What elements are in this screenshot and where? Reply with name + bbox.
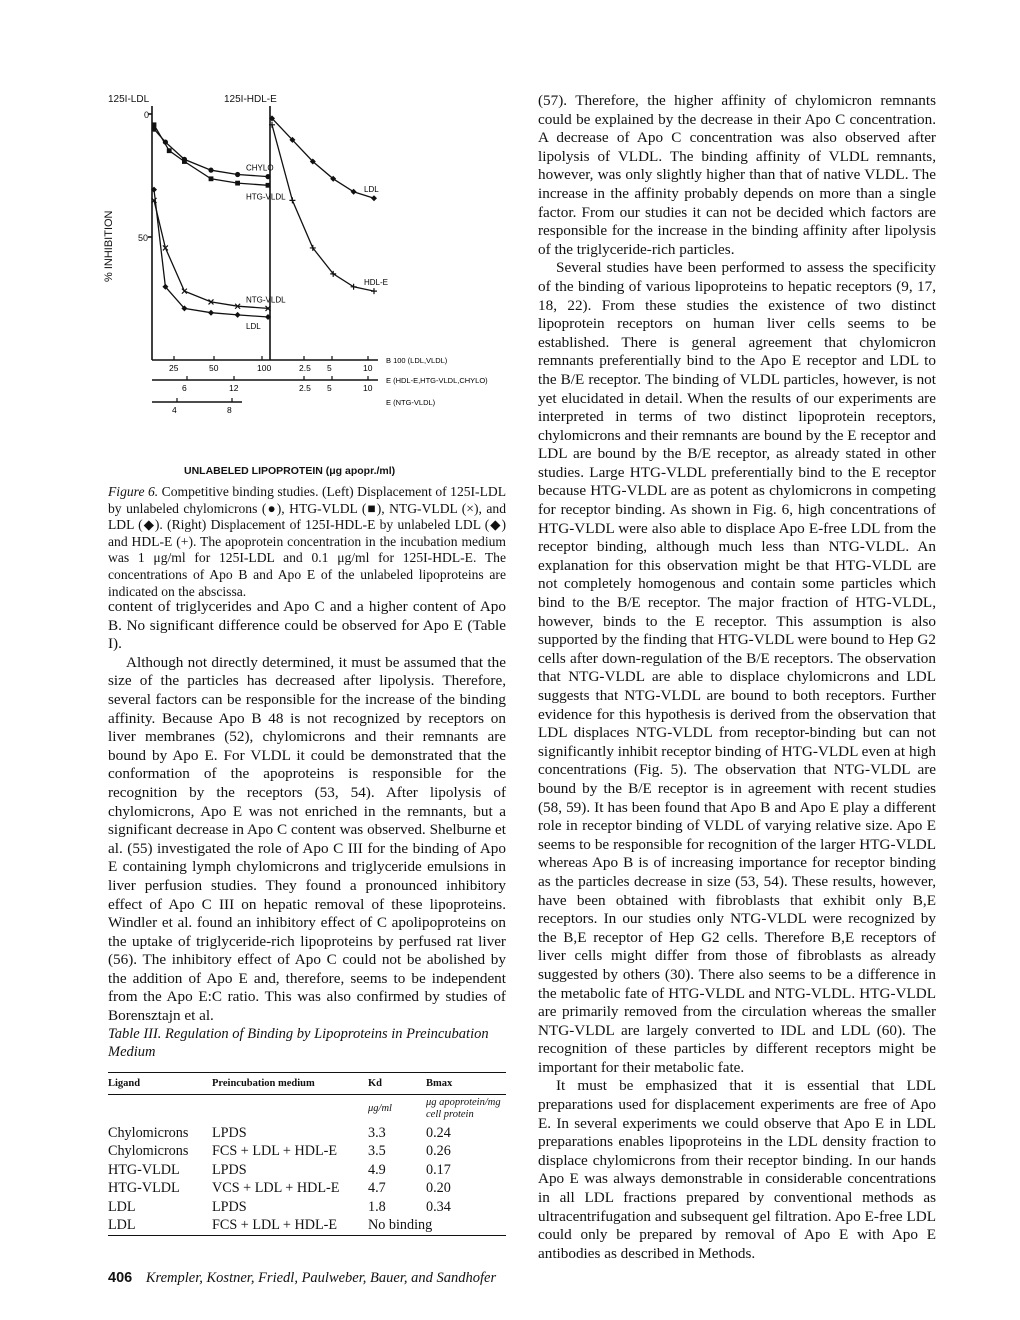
cell: LDL xyxy=(108,1198,136,1215)
cell: FCS + LDL + HDL-E xyxy=(212,1217,338,1233)
table-row xyxy=(108,1180,506,1199)
x-tick-label: 2.5 xyxy=(299,383,311,393)
cell: LPDS xyxy=(212,1161,247,1178)
paragraph: Several studies have been performed to assess the specificity of the binding of various lipoproteins to hepatic receptors (9, 17, 18, 22). From these studies the existence of two distinct lipoprotein receptors on human liver cells seems to be established. There is general agreement that chylomicron remnants preferentially bind to the Apo E receptor and LDL to the B/E receptor. The binding of VLDL particles, however, is not yet elucidated in detail. When the results of our experiments are interpreted in terms of two distinct lipoprotein receptors, chylomicrons and their remnants are bound by the E receptor and LDL are bound by the B/E receptor, as already stated in other studies. Large HTG-VLDL preferentially bind to the E receptor because HTG-VLDL are as potent as chylomicrons in competing for receptor binding. As shown in Fig. 6, high concentrations of HTG-VLDL were also able to displace Apo E-free LDL from the receptor binding, although much less than NTG-VLDL. An explanation for this observation might be that HTG-VLDL are not completely homogenous and contain some particles which bind to the B/E receptor. The major fraction of HTG-VLDL, however, binds to the E receptor. This assumption is also supported by the finding that HTG-VLDL were bound to Hep G2 cells after down-regulation of the B/E receptors. The observation that NTG-VLDL are able to displace chylomicrons and LDL suggests that NTG-VLDL are bound to both receptors. Further evidence for this hypothesis is derived from the observation that LDL displaces NTG-VLDL from receptor-binding but can not significantly inhibit receptor binding of HTG-VLDL even at high concentrations (Fig. 5). The observation that NTG-VLDL are bound by the B/E receptor is in agreement with recent studies (58, 59). It has been found that Apo B and Apo E play a different role in receptor binding of VLDL of varying relative size. Apo E seems to be responsible for recognition of the larger HTG-VLDL whereas Apo B is of increasing importance for receptor binding as the particles decrease in size (53, 54). These results, however, have been obtained with fibroblasts that exhibit only B,E receptors. In our studies only NTG-VLDL were recognized by the B,E receptor of Hep G2 cells. Therefore B,E receptors of liver cells might differ from those of fibroblasts as already suggested by others (30). There also seems to be a difference in the metabolic fate of HTG-VLDL and NTG-VLDL. HTG-VLDL are primarily removed from the circulation whereas the smaller NTG-VLDL are largely converted to IDL and LDL (60). The recognition of these particles by different receptors might be important for their metabolic fate. xyxy=(538,259,936,1076)
left-panel-title: 125I-LDL xyxy=(108,94,150,105)
series-line-hdl-e xyxy=(272,125,374,291)
cell: No binding xyxy=(368,1217,433,1233)
cell: LPDS xyxy=(212,1198,247,1215)
data-point-htg-vldl xyxy=(235,181,240,186)
column-header: Kd xyxy=(368,1078,383,1089)
x-tick-label: 10 xyxy=(363,383,373,393)
paragraph: It must be emphasized that it is essential that LDL preparations used for displacement experiments are free of Apo E. In several experiments we could observe that Apo E in LDL preparations enables lipoproteins in the LDL density fraction to displace chylomicrons from their receptor binding. In our hands Apo E was always demonstrable in considerable concentrations in all LDL fractions prepared by conventional methods as ultracentrifugation and subsequent gel filtration. Apo E-free LDL could only be prepared by removal of Apo E with Apo E antibodies as described in Methods. xyxy=(538,1077,936,1262)
cell: 4.9 xyxy=(368,1161,386,1178)
cell: 0.34 xyxy=(426,1198,451,1215)
x-tick-label: 5 xyxy=(327,363,332,373)
units-cell: μg apoprotein/mg cell protein xyxy=(426,1097,501,1120)
x-tick-label: 25 xyxy=(169,363,179,373)
data-point-ldl xyxy=(351,189,357,195)
y-tick-label: 50 xyxy=(138,233,149,243)
abscissa-row-label: B 100 (LDL,VLDL) xyxy=(386,356,448,365)
y-tick-label: 0 xyxy=(144,110,150,120)
cell: FCS + LDL + HDL-E xyxy=(212,1143,338,1159)
series-label-ldl: LDL xyxy=(364,185,379,195)
table-title: Table III. Regulation of Binding by Lipoproteins in Preincubation Medium xyxy=(108,1026,489,1060)
y-axis-label: % INHIBITION xyxy=(103,210,115,282)
units-cell: μg/ml xyxy=(368,1103,392,1114)
page-number: 406 xyxy=(108,1270,133,1286)
cell: LPDS xyxy=(212,1124,247,1141)
paragraph: (57). Therefore, the higher affinity of chylomicron remnants could be explained by the decrease in their Apo C concentration. A decrease of Apo C concentration was also observed after lipolysis of VLDL. The binding affinity of VLDL remnants, however, was only slightly higher than that of native VLDL. The increase in the affinity probably depends on more than a single factor. From our studies it can not be decided which factors are responsible for the increase in the binding affinity after lipolysis of the triglyceride-rich particles. xyxy=(538,92,936,258)
data-point-ldl xyxy=(208,310,214,316)
data-point-htg-vldl xyxy=(182,159,187,164)
series-label-ldl: LDL xyxy=(246,322,261,332)
data-point-hdl-e xyxy=(289,197,295,203)
x-tick-label: 6 xyxy=(182,383,187,393)
cell: 4.7 xyxy=(368,1180,386,1196)
x-tick-label: 4 xyxy=(172,405,177,415)
data-point-chylo xyxy=(208,168,213,173)
x-tick-label: 10 xyxy=(363,363,373,373)
cell: 3.5 xyxy=(368,1143,386,1159)
x-tick-label: 2.5 xyxy=(299,363,311,373)
column-header: Preincubation medium xyxy=(212,1078,315,1089)
data-point-htg-vldl xyxy=(266,183,271,188)
abscissa-row-label: E (NTG-VLDL) xyxy=(386,398,436,407)
x-tick-label: 8 xyxy=(227,405,232,415)
table-row xyxy=(108,1124,506,1143)
cell: 0.17 xyxy=(426,1161,451,1178)
table-row xyxy=(108,1143,506,1162)
x-tick-label: 5 xyxy=(327,383,332,393)
cell: 0.24 xyxy=(426,1124,451,1141)
caption-label: Figure 6. xyxy=(108,484,159,499)
table-iii xyxy=(108,1072,506,1236)
footer-authors: Krempler, Kostner, Friedl, Paulweber, Bauer, and Sandhofer xyxy=(145,1270,497,1286)
x-axis-label: UNLABELED LIPOPROTEIN (μg apopr./ml) xyxy=(184,465,396,477)
cell: Chylomicrons xyxy=(108,1143,189,1159)
series-label-chylo: CHYLO xyxy=(246,163,274,173)
series-label-htg-vldl: HTG-VLDL xyxy=(246,192,286,202)
data-point-chylo xyxy=(235,172,240,177)
left-column xyxy=(108,598,506,1026)
series-label-ntg-vldl: NTG-VLDL xyxy=(246,295,286,305)
series-line-ldl xyxy=(272,118,374,198)
right-column xyxy=(538,92,936,1263)
caption-text: Competitive binding studies. (Left) Displacement of 125I-LDL by unlabeled chylomicrons (●), HTG-VLDL (■), NTG-VLDL (×), and LDL (◆). (Right) Displacement of 125I-HDL-E by unlabeled LDL (◆) and HDL-E (+). The apoprotein concentration in the incubation medium was 1 μg/ml for 125I-LDL and 0.1 μg/ml for 125I-HDL-E. The concentrations of Apo B and Apo E of the unlabeled lipoproteins are indicated on the abscissa. xyxy=(108,484,507,599)
cell: 0.26 xyxy=(426,1143,451,1159)
cell: HTG-VLDL xyxy=(108,1161,180,1178)
x-tick-label: 12 xyxy=(229,383,239,393)
series-line-htg-vldl xyxy=(154,125,268,186)
figure-caption xyxy=(108,484,506,600)
cell: Chylomicrons xyxy=(108,1124,189,1141)
cell: LDL xyxy=(108,1217,136,1233)
page-footer xyxy=(108,1270,496,1287)
paragraph: Although not directly determined, it must be assumed that the size of the particles has decreased after lipolysis. Therefore, several factors can be responsible for the increase of the binding affinity. Because Apo B 48 is not recognized by receptors on liver membranes (52), chylomicrons and their remnants are bound by Apo E. For VLDL it could be demonstrated that the conformation of the apoproteins is responsible for the recognition by the receptors (53, 54). After lipolysis of chylomicrons, Apo E was not enriched in the remnants, but a significant decrease in Apo C content was observed. Shelburne et al. (55) investigated the role of Apo C III for the binding of Apo E containing lymph chylomicrons and triglyceride emulsions in liver perfusion studies. They found a pronounced inhibitory effect of Apo C III on hepatic removal of these lipoproteins. Windler et al. found an inhibitory effect of C apolipoproteins on the uptake of triglyceride-rich lipoproteins by perfused rat liver (56). The inhibitory effect of Apo C could not be abolished by the addition of Apo E and, therefore, seems to be independent from the Apo E:C ratio. This was also confirmed by studies of Borensztajn et al. xyxy=(108,653,506,1025)
data-point-htg-vldl xyxy=(152,122,157,127)
right-panel-title: 125I-HDL-E xyxy=(224,94,277,105)
series-label-hdl-e: HDL-E xyxy=(364,278,389,288)
x-tick-label: 50 xyxy=(209,363,219,373)
data-point-htg-vldl xyxy=(209,176,214,181)
column-header: Ligand xyxy=(108,1078,141,1089)
data-point-chylo xyxy=(265,174,270,179)
series-line-ntg-vldl xyxy=(154,200,268,308)
column-header: Bmax xyxy=(426,1078,453,1089)
cell: HTG-VLDL xyxy=(108,1180,180,1196)
data-point-ldl xyxy=(235,312,241,318)
data-point-ldl xyxy=(371,195,377,201)
figure-6-chart xyxy=(82,82,522,480)
table-row xyxy=(108,1198,506,1217)
cell: 0.20 xyxy=(426,1180,451,1196)
paragraph: content of triglycerides and Apo C and a higher content of Apo B. No significant difference could be observed for Apo E (Table I). xyxy=(108,598,506,653)
cell: 1.8 xyxy=(368,1198,386,1215)
data-point-htg-vldl xyxy=(167,148,172,153)
table-row xyxy=(108,1161,506,1180)
table-row xyxy=(108,1217,506,1236)
data-point-hdl-e xyxy=(371,288,377,294)
x-tick-label: 100 xyxy=(257,363,272,373)
cell: VCS + LDL + HDL-E xyxy=(212,1180,340,1196)
abscissa-row-label: E (HDL-E,HTG-VLDL,CHYLO) xyxy=(386,376,488,385)
cell: 3.3 xyxy=(368,1124,386,1141)
